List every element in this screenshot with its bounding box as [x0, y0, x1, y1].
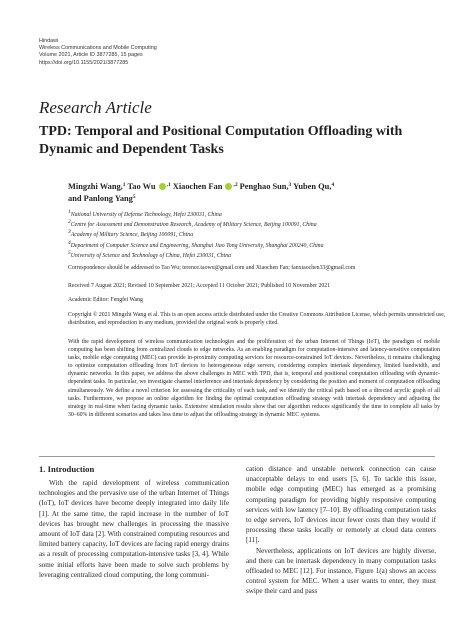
- right-column: [246, 464, 436, 597]
- orcid-icon[interactable]: [159, 183, 166, 190]
- affiliation-item: [68, 251, 448, 261]
- left-column: [39, 478, 229, 580]
- affiliation-text: University of Science and Technology of China, Hefei 230031, China: [70, 252, 232, 259]
- body-paragraph: cation distance and unstable network connection can cause unacceptable delays to end users [5, 6]. To tackle this issue, mobile edge computing (MEC) has emerged as a promising computing paradigm for providing highly responsive computing services with low latency [7–10]. By offloading computation tasks to edge servers, IoT devices incur fewer costs than they would if processing these tasks locally or remotely at cloud data centers [11].: [246, 465, 436, 545]
- affiliation-text: Department of Computer Science and Engineering, Shanghai Jiao Tong University, Shanghai 200240, China: [70, 242, 324, 249]
- abstract-text: With the rapid development of wireless communication technologies and the proliferation of the urban Internet of Things (IoT), the paradigm of mobile computing has been shifting from centralized clouds to edge networks. As an enabling paradigm for computation-intensive and latency-sensitive computation tasks, mobile edge computing (MEC) can provide in-proximity computing services for resource-constrained IoT devices. Nevertheless, it remains challenging to optimize computation offloading from IoT devices to heterogeneous edge servers, considering complex intertask dependency, limited bandwidth, and dynamic networks. In this paper, we address the above challenges in MEC with TPD, that is, temporal and positional computation offloading with dynamic-dependent tasks. In particular, we investigate channel interference and intertask dependency by considering the position and moment of computation offloading simultaneously. We define a novel criterion for assessing the criticality of each task, and we identify the critical path based on a directed acyclic graph of all tasks. Furthermore, we propose an online algorithm for finding the optimal computation offloading strategy with intertask dependency and adjusting the strategy in real-time when facing dynamic tasks. Extensive simulation results show that our algorithm reduces significantly the time to complete all tasks by 30–60% in different scenarios and takes less time to adjust the offloading strategy in dynamic MEC systems.: [68, 339, 440, 418]
- affiliation-mark: 2: [68, 219, 71, 226]
- body-paragraph: With the rapid development of wireless communication technologies and the pervasive use of the urban Internet of Things (IoT), IoT devices have become deeply integrated into daily life [1]. At the same time, the rapid increase in the number of IoT devices has brought new challenges in processing the massive amount of IoT data [2]. With constrained computing resources and limited battery capacity, IoT devices are facing rapid energy drains as a result of processing computation-intensive tasks [3, 4]. While some initial efforts have been made to solve such problems by leveraging centralized cloud computing, the long communi-: [39, 479, 229, 579]
- author-affiliation-mark: 4: [331, 182, 335, 188]
- affiliation-item: [68, 210, 448, 220]
- affiliation-text: Centre for Assessment and Demonstration Research, Academy of Military Science, Beijing 100091, China: [70, 222, 317, 229]
- volume-info: Volume 2021, Article ID 3877285, 15 pages: [39, 52, 143, 59]
- author-name: Penghao Sun,: [239, 182, 289, 191]
- section-heading: 1. Introduction: [39, 464, 95, 474]
- author-affiliation-mark: 1: [122, 182, 126, 188]
- section-divider: [39, 456, 435, 457]
- orcid-icon[interactable]: [225, 183, 232, 190]
- affiliation-list: [68, 210, 448, 261]
- paper-title: TPD: Temporal and Positional Computation Offloading with Dynamic and Dependent Tasks: [39, 124, 403, 157]
- author-affiliation-mark: ,2: [233, 182, 238, 188]
- doi-link[interactable]: https://doi.org/10.1155/2021/3877285: [39, 59, 129, 66]
- affiliation-mark: 1: [68, 209, 71, 215]
- author-name: Yuben Qu,: [293, 182, 332, 191]
- correspondence-note: Correspondence should be addressed to Tao Wu; terence.taowu@gmail.com and Xiaochen Fan; fanxiaochen33@gmail.com: [68, 265, 356, 271]
- affiliation-item: [68, 230, 448, 240]
- author-affiliation-mark: 5: [132, 194, 136, 200]
- copyright-notice: Copyright © 2021 Mingzhi Wang et al. This is an open access article distributed under the Creative Commons Attribution License, which permits unrestricted use, distribution, and reproduction in any medium, provided the original work is properly cited.: [68, 312, 446, 326]
- publication-dates: Received 7 August 2021; Revised 10 September 2021; Accepted 11 October 2021; Published 10 November 2021: [68, 283, 331, 289]
- affiliation-text: Academy of Military Science, Beijing 100091, China: [70, 232, 194, 239]
- affiliation-text: National University of Defense Technology, Hefei 230031, China: [70, 212, 222, 218]
- author-affiliation-mark: ,1: [166, 182, 171, 188]
- journal-name: Wireless Communications and Mobile Computing: [39, 45, 157, 52]
- affiliation-mark: 3: [68, 229, 71, 236]
- affiliation-mark: 5: [68, 249, 71, 256]
- academic-editor: Academic Editor: Fengfei Wang: [68, 297, 143, 303]
- affiliation-item: [68, 220, 448, 230]
- author-name: and Panlong Yang: [68, 194, 133, 203]
- affiliation-item: [68, 241, 448, 251]
- journal-header: [39, 38, 157, 67]
- affiliation-mark: 4: [68, 239, 71, 246]
- author-list: [68, 181, 448, 205]
- author-name: Mingzhi Wang,: [68, 182, 123, 191]
- author-affiliation-mark: 3: [288, 182, 292, 188]
- author-name: Xiaochen Fan: [172, 182, 223, 191]
- author-name: Tao Wu: [127, 182, 156, 191]
- publisher-name: Hindawi: [39, 38, 59, 44]
- body-paragraph: Nevertheless, applications on IoT devices are highly diverse, and there can be intertask dependency in many computation tasks offloaded to MEC [12]. For instance, Figure 1(a) shows an access control system for MEC. When a user wants to enter, they must swipe their card and pass: [246, 546, 436, 596]
- article-type: Research Article: [39, 98, 152, 117]
